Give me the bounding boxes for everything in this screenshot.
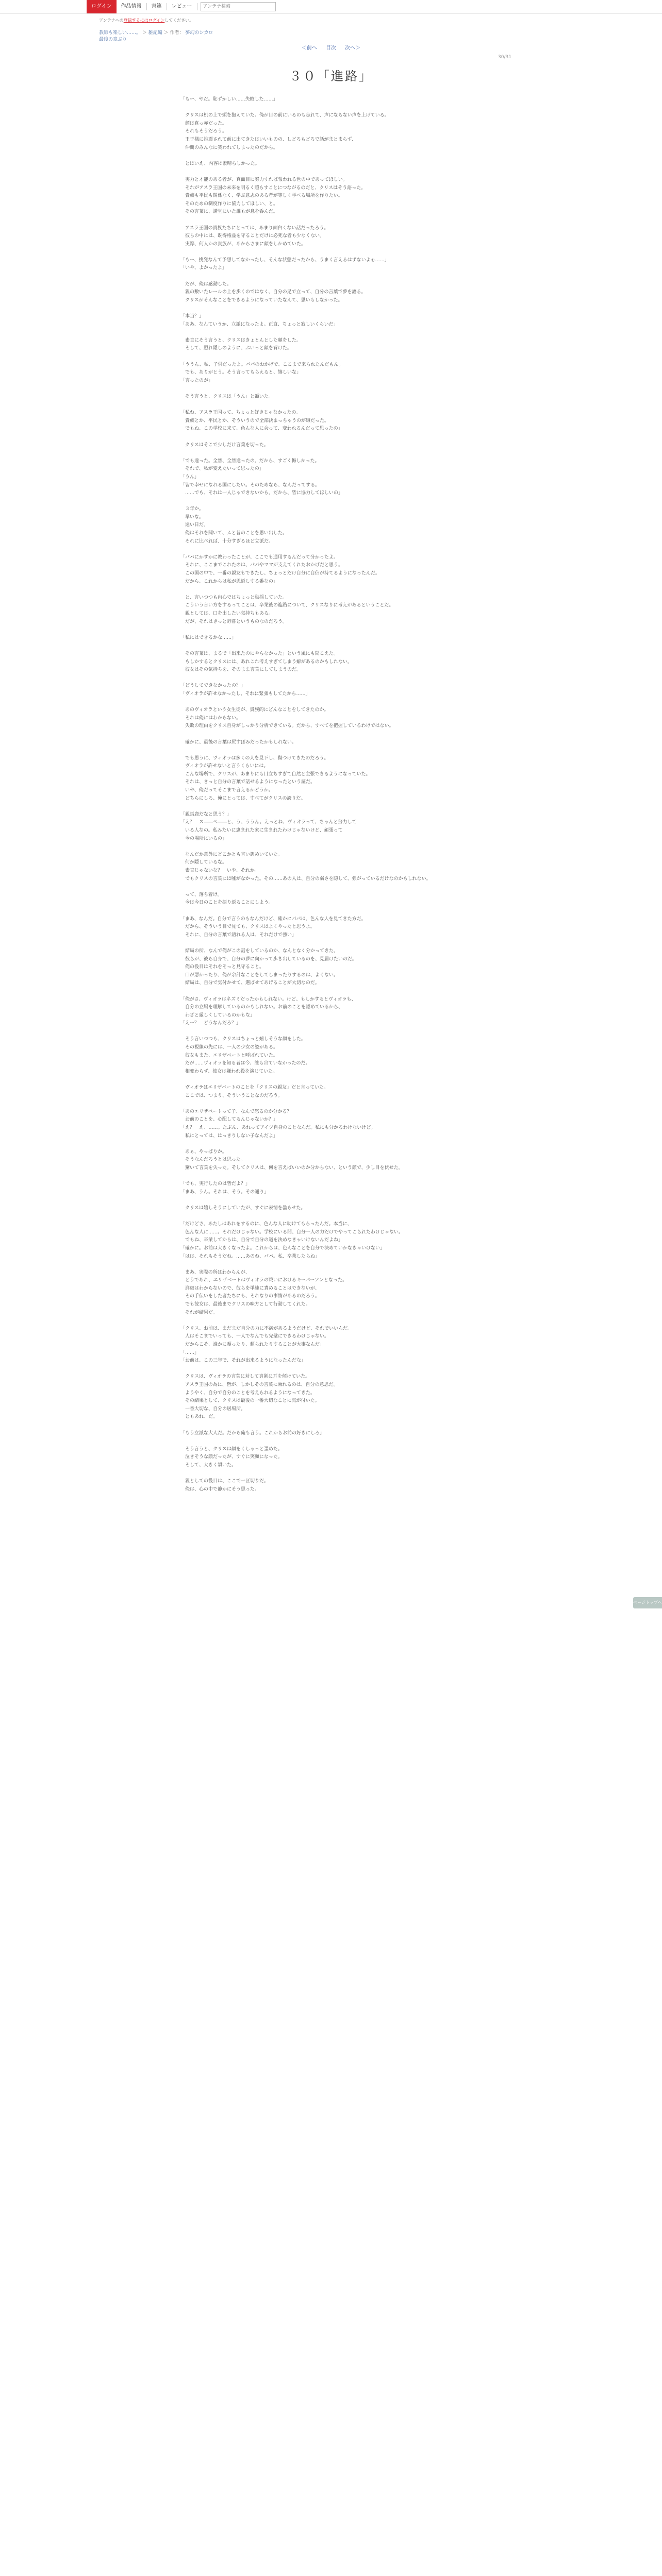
novel-paragraph: 顔は真っ赤だった。	[180, 121, 227, 126]
novel-paragraph: 俺は、心の中で静かにそう思った。	[180, 1486, 260, 1492]
novel-paragraph: 「だけどさ、あたしはあれをするのに、色んな人に助けてもらったんだ。本当に、	[180, 1222, 352, 1227]
novel-paragraph	[180, 401, 479, 410]
author-label: 作者：	[170, 30, 184, 36]
novel-paragraph: どちらにしろ、俺にとっては、すべてがクリスの誇りだ。	[180, 795, 306, 801]
novel-paragraph: 今の場所にいるの」	[180, 836, 227, 841]
novel-paragraph	[180, 304, 479, 313]
novel-paragraph: この国の中で、一番の親友もできたし、ちょっとだけ自分に自信が持てるようになったんだ。	[180, 571, 380, 577]
novel-paragraph: 人はそこまでいっても、一人でなんでも完璧にできるわけじゃない。	[180, 1334, 329, 1340]
notice-login-link[interactable]: 登録するにはログイン	[123, 18, 165, 23]
novel-paragraph: その視線の先には、一人の少女の姿がある。	[180, 1045, 278, 1050]
novel-paragraph: 遠い日だ。	[180, 522, 209, 528]
novel-paragraph: それに比べれば、十分すぎるほど立派だ。	[180, 538, 274, 544]
novel-paragraph: 「もう立派な大人だ。だから俺も言う。これからお前の好きにしろ」	[180, 1430, 325, 1436]
novel-paragraph: ここでは、つまり、そういうことなのだろう。	[180, 1093, 283, 1098]
breadcrumb	[99, 30, 213, 43]
novel-paragraph: アスラ王国の貴族たちにとっては、あまり面白くない話だったろう。	[180, 225, 329, 231]
login-button[interactable]: ログイン	[87, 0, 117, 13]
breadcrumb-separator: ＞	[163, 30, 170, 36]
novel-paragraph: その結果として、クリスは最後の一番大切なことに気が付いた。	[180, 1398, 320, 1404]
novel-paragraph	[180, 1100, 479, 1108]
episode-title: ３０「進路」	[289, 69, 373, 83]
novel-paragraph	[180, 104, 479, 112]
novel-paragraph	[180, 1470, 479, 1478]
novel-paragraph: 彼女もまた、エリザベートと呼ばれていた。	[180, 1053, 278, 1058]
novel-paragraph: 「でも、実行したのは皆だよ？」	[180, 1181, 251, 1187]
novel-paragraph	[180, 1421, 479, 1430]
novel-paragraph: 「いや、よかったよ」	[180, 265, 227, 271]
novel-paragraph: それは、きっと自分の言葉で話せるようになったという証だ。	[180, 779, 316, 785]
novel-paragraph: でもね、卒業してからは、自分で自分の道を決めなきゃいけないんだよね」	[180, 1238, 343, 1243]
novel-paragraph: 「うん」	[180, 474, 200, 480]
novel-paragraph: 親の敷いたレールの上を歩くのではなく、自分の足で立って、自分の言葉で夢を語る。	[180, 290, 366, 295]
nav-item-novel-info[interactable]: 作品情報	[121, 4, 142, 9]
novel-paragraph	[180, 642, 479, 650]
novel-paragraph: 「でも違った。全然、全然違ったの。だから、すごく悔しかった。	[180, 458, 320, 464]
novel-paragraph: 「どうしてできなかったの？」	[180, 683, 246, 689]
novel-paragraph: 貴族も平民も関係なく、学ぶ意志のある者が等しく学べる場所を作りたい。	[180, 193, 343, 199]
novel-paragraph: 親としての役目は、ここで一区切りだ。	[180, 1479, 269, 1484]
novel-paragraph: 「お前は、この三年で、それが出来るようになったんだな」	[180, 1358, 306, 1364]
novel-paragraph: クリスがそんなことをできるようになっていたなんて、思いもしなかった。	[180, 297, 343, 303]
novel-paragraph: そして、大きく頷いた。	[180, 1462, 236, 1468]
novel-paragraph: 「もー、挑発なんて予想してなかったし、そんな状態だったから、うまく言えるはずないよぉ……」	[180, 257, 389, 263]
novel-paragraph: なんだか意外にどこかとも言い訳めいていた。	[180, 852, 283, 857]
novel-paragraph	[180, 988, 479, 996]
novel-paragraph	[180, 1317, 479, 1325]
novel-paragraph: 口が悪かったり、俺が余計なことをしてしまったりするのは、よくない。	[180, 972, 339, 978]
novel-paragraph: 詳細はわからないので、彼らを単純に責めることはできないが、	[180, 1285, 320, 1291]
episode-pager	[0, 43, 662, 51]
novel-paragraph: 結局の所、なんで俺がこの話をしているのか、なんとなく分かってきた。	[180, 948, 339, 954]
novel-paragraph: 「確かに。お前は大きくなったよ。これからは、色んなことを自分で決めていかなきゃいけない」	[180, 1245, 385, 1251]
novel-paragraph	[180, 883, 479, 891]
novel-paragraph: 「ヴィオラが許せなかったし、それに緊張もしてたから……」	[180, 691, 310, 697]
novel-paragraph: それで、私が変えたいって思ったの」	[180, 466, 264, 472]
novel-paragraph: ようやく、自分で自分のことを考えられるようになってきた。	[180, 1390, 315, 1396]
novel-paragraph: クリスは机の上で頭を抱えていた。俺が目の前にいるのも忘れて、声にならない声を上げている。	[180, 113, 389, 118]
novel-paragraph	[180, 1213, 479, 1221]
novel-paragraph: それが結果だ。	[180, 1310, 218, 1315]
novel-paragraph: 「まあ、うん。それは、そう。その通り」	[180, 1189, 269, 1195]
novel-paragraph: ヴィオラはエリザベートのことを「クリスの親友」だと言っていた。	[180, 1085, 329, 1091]
notice-prefix: アンテナへの	[99, 18, 124, 23]
novel-paragraph: 今は今日のことを振り返ることにしよう。	[180, 900, 274, 906]
novel-paragraph: 貴族とか、平民とか、そういうので全部決まっちゃうのが嫌だった。	[180, 418, 329, 423]
novel-paragraph	[180, 1028, 479, 1036]
novel-paragraph: 素直じゃないな？ いや、それか。	[180, 868, 259, 873]
novel-paragraph: でもね、この学校に来て、色んな人に会って、変われるんだって思ったの」	[180, 426, 343, 432]
novel-paragraph: 「親馬鹿だなと思う？」	[180, 811, 232, 817]
novel-paragraph: でも思うに、ヴィオラは多くの人を見下し、傷つけてきたのだろう。	[180, 755, 329, 761]
novel-paragraph	[180, 449, 479, 457]
novel-paragraph: 彼女はその気持ちを、そのまま言葉にしてしまうのだ。	[180, 667, 302, 673]
novel-paragraph: 驚いて言葉を失った。そしてクリスは、何を言えばいいのか分からない、という顔で、少し目を伏せた。	[180, 1165, 403, 1171]
novel-paragraph: 仲間のみんなに笑われてしまったのだから。	[180, 145, 278, 150]
novel-paragraph	[180, 626, 479, 634]
novel-paragraph: 「あのエリザベートって子、なんで怒るのか分かる？	[180, 1109, 292, 1114]
nav-item-books[interactable]: 書籍	[151, 4, 162, 9]
novel-paragraph	[180, 248, 479, 257]
login-notice	[99, 18, 193, 23]
novel-paragraph: 「もー、やだ。恥ずかしい……失敗した……」	[180, 97, 278, 102]
novel-paragraph	[180, 1261, 479, 1269]
novel-paragraph: 俺はそれを聞いて、ふと昔のことを思い出した。	[180, 531, 287, 536]
novel-paragraph: 彼らが、彼ら自身で、自分の夢に向かって歩き出しているのを、見届けたいのだ。	[180, 956, 357, 962]
novel-paragraph	[180, 1437, 479, 1446]
novel-paragraph: 「私ね、アスラ王国って、ちょっと好きじゃなかったの。	[180, 410, 301, 416]
table-of-contents-link[interactable]: 目次	[326, 45, 336, 51]
novel-paragraph	[180, 803, 479, 811]
novel-paragraph	[180, 1140, 479, 1148]
novel-paragraph: 「ああ、なんていうか、立派になったよ。正直、ちょっと寂しいくらいだ」	[180, 321, 338, 327]
novel-paragraph: その言葉に、講堂にいた誰もが息を呑んだ。	[180, 209, 278, 215]
novel-paragraph: だが、俺は感動した。	[180, 281, 232, 287]
breadcrumb-separator: ＞	[142, 30, 148, 36]
antenna-search-input[interactable]	[201, 2, 276, 11]
novel-paragraph: 失敗の理由をクリス自身がしっかり分析できている。だから、すべてを把握しているわけではない。	[180, 723, 394, 729]
next-episode-link[interactable]: 次へ＞	[345, 45, 361, 51]
novel-paragraph	[180, 1173, 479, 1181]
author-link[interactable]: 夢幻のシカロ	[185, 30, 213, 36]
novel-paragraph: 「言ったのが」	[180, 378, 213, 383]
novel-paragraph: クリスはそこで少しだけ言葉を切った。	[180, 442, 269, 448]
novel-paragraph: だから、これからは私が恩返しする番なの」	[180, 579, 278, 584]
novel-paragraph: ヴィオラが許せないと言うくらいには。	[180, 764, 269, 769]
novel-paragraph: 「俺がさ、ヴィオラはネズミだったかもしれない。けど、もしかするとヴィオラも、	[180, 996, 356, 1002]
novel-paragraph	[180, 1076, 479, 1084]
breadcrumb-chapter-link[interactable]: 最後の章ぶり	[99, 37, 127, 42]
novel-paragraph	[180, 674, 479, 683]
novel-paragraph	[180, 747, 479, 755]
novel-paragraph: ３年か。	[180, 506, 204, 512]
novel-paragraph: もしかするとクリスには、あれこれ考えすぎてしまう癖があるのかもしれない。	[180, 659, 352, 665]
novel-paragraph: そのための制度作りに協力してほしい、と。	[180, 201, 278, 207]
novel-paragraph: 王子様に推薦されて前に出てきたはいいものの、しどろもどろで話がまとまらず、	[180, 137, 356, 142]
novel-paragraph	[180, 385, 479, 393]
novel-paragraph: 親としては、口を出したい気持ちもある。	[180, 611, 274, 616]
novel-paragraph: と、言いつつも内心ではちょっと動揺していた。	[180, 595, 288, 600]
novel-paragraph: 相変わらず、彼女は嫌われ役を演じていた。	[180, 1069, 278, 1074]
novel-paragraph: 早いな。	[180, 514, 204, 520]
novel-paragraph: 「本当？」	[180, 314, 204, 319]
novel-paragraph	[180, 907, 479, 916]
novel-paragraph: 素直にそう言うと、クリスはきょとんとした顔をした。	[180, 337, 301, 343]
novel-paragraph	[180, 699, 479, 707]
novel-paragraph: お前のことを、心配してるんじゃないか？」	[180, 1117, 278, 1123]
novel-paragraph: 俺の役目はそれをそっと見守ること。	[180, 964, 264, 970]
novel-paragraph: 「クリス、お前は、まだまだ自分の力に不満があるようだけど、それでいいんだ。	[180, 1326, 353, 1331]
novel-paragraph: 私にとっては、はっきりしない子なんだよ」	[180, 1133, 278, 1139]
novel-paragraph: 確かに、最後の言葉は尻すぼみだったかもしれない。	[180, 739, 297, 745]
novel-paragraph: 「皆で幸せになれる国にしたい。そのためなら、なんだってする。	[180, 482, 320, 488]
novel-paragraph: いる人なの。私みたいに恵まれた家に生まれたわけじゃないけど、頑張って	[180, 828, 343, 834]
novel-paragraph	[180, 433, 479, 442]
novel-paragraph: だからこそ、誰かに頼ったり、頼られたりすることが大事なんだ」	[180, 1342, 324, 1348]
novel-paragraph: って、落ち着け。	[180, 892, 222, 897]
novel-paragraph: それは俺にはわからない。	[180, 715, 241, 721]
novel-paragraph	[180, 939, 479, 947]
novel-paragraph: その言葉は、まるで「出来たのにやらなかった」という風にも聞こえた。	[180, 651, 338, 656]
novel-paragraph: そうなんだろうとは思った。	[180, 1157, 246, 1163]
notice-suffix: してください。	[164, 18, 194, 23]
novel-paragraph: だが……ヴィオラを知る者は今、誰も出ていなかったのだ。	[180, 1061, 310, 1066]
novel-paragraph	[180, 329, 479, 337]
novel-paragraph	[180, 273, 479, 281]
novel-paragraph: でも、ありがとう。そう言ってもらえると、嬉しいな」	[180, 370, 302, 376]
novel-paragraph: とはいえ、内容は素晴らしかった。	[180, 161, 260, 166]
novel-paragraph: アスラ王国の為に、皆が、しかしその言葉に乗れるのは、自分の意思だ。	[180, 1382, 338, 1387]
novel-paragraph: その手伝いをした者たちにも、それなりの事情があるのだろう。	[180, 1294, 320, 1299]
novel-paragraph	[180, 546, 479, 554]
top-navigation-bar	[0, 0, 662, 14]
novel-paragraph	[180, 152, 479, 160]
novel-paragraph	[180, 1196, 479, 1205]
breadcrumb-part-link[interactable]: 雑記編	[148, 30, 162, 36]
nav-item-reviews[interactable]: レビュー	[171, 4, 192, 9]
prev-episode-link[interactable]: ＜前へ	[301, 45, 317, 51]
novel-paragraph: だが、それはきっと野暮というものなのだろう。	[180, 619, 288, 624]
novel-paragraph: いや、俺だってそこまで言えるかどうか。	[180, 788, 273, 793]
novel-paragraph: こういう言い方をするってことは、卒業後の進路について、クリスなりに考えがあるということだ。	[180, 603, 394, 608]
novel-paragraph: 一番大切な、自分の居場所。	[180, 1406, 246, 1412]
novel-paragraph	[180, 843, 479, 851]
novel-paragraph: 「ううん、私、子供だったよ。パパのおかげで、ここまで来られたんだもん。	[180, 362, 343, 367]
novel-paragraph: そう言うと、クリスは「うん」と頷いた。	[180, 394, 273, 399]
novel-paragraph: 「私にはできるかな……」	[180, 635, 237, 640]
novel-paragraph: 「え？ え、……。たぶん、あれってアイツ自身のことなんだ。私にも分かるわけないけど。	[180, 1125, 376, 1130]
novel-paragraph: まあ、実際の所はわからんが、	[180, 1269, 250, 1275]
page-top-button[interactable]: ページトップへ	[633, 1597, 662, 1608]
novel-body	[180, 96, 479, 1494]
novel-paragraph: 「えー？ どうなんだろ？」	[180, 1021, 241, 1026]
novel-paragraph	[180, 353, 479, 361]
novel-paragraph: 結局は、自分で気付かせて、選ばせてあげることが大切なのだ。	[180, 980, 320, 986]
novel-paragraph: クリスは、ヴィオラの言葉に対して真剣に耳を傾けていた。	[180, 1374, 310, 1380]
novel-paragraph: 自分の立場を理解しているのかもしれない。お前のことを認めているから、	[180, 1005, 343, 1010]
novel-paragraph: でも彼女は、最後までクリスの味方として行動してくれた。	[180, 1302, 310, 1308]
novel-paragraph: わざと厳しくしているのかもな」	[180, 1012, 255, 1018]
novel-paragraph: そして、照れ隠しのように、ぷいっと顔を背けた。	[180, 346, 292, 351]
novel-paragraph	[180, 498, 479, 506]
novel-paragraph: 「はは、それもそうだね。……あのね、パパ。私、卒業したらね」	[180, 1253, 320, 1259]
novel-paragraph	[180, 731, 479, 739]
novel-paragraph: クリスは嬉しそうにしていたが、すぐに表情を曇らせた。	[180, 1205, 306, 1211]
novel-paragraph: 「パパにかすかに教わったことが、ここでも通用するんだって分かったよ。	[180, 554, 338, 560]
novel-paragraph: 何か隠しているな。	[180, 860, 227, 866]
novel-paragraph	[180, 216, 479, 225]
novel-paragraph: あぁ、やっぱりか。	[180, 1149, 227, 1155]
episode-number: 30/31	[498, 55, 511, 60]
breadcrumb-series-link[interactable]: 教師も楽しい……。	[99, 30, 141, 36]
novel-paragraph: それに、自分の言葉で語れる人は、それだけで強い」	[180, 932, 297, 938]
novel-paragraph: 色んな人に……。それだけじゃない。学校にいる間、自分一人の力だけでやってこられたわけじゃない。	[180, 1229, 404, 1235]
novel-paragraph: こんな場所で、クリスが、あまりにも目立ちすぎて自然と主張できるようになっていた。	[180, 771, 371, 777]
novel-paragraph: だから、そういう目で見ても、クリスはよくやったと思うよ。	[180, 924, 315, 930]
novel-paragraph: それに、ここまでこれたのは、パパやママが支えてくれたおかげだと思う。	[180, 563, 343, 568]
novel-paragraph	[180, 1365, 479, 1374]
novel-paragraph: 「まあ、なんだ。自分で言うのもなんだけど、確かにパパは、色んな人を見てきた方だ。	[180, 916, 366, 922]
novel-paragraph: でもクリスの言葉には嘘がなかった。その……あの人は、自分の弱さを隠して、強がっているだけなのかもしれない。	[180, 876, 431, 882]
novel-paragraph: 泣きそうな顔だったが、すぐに笑顔になった。	[180, 1454, 283, 1460]
novel-paragraph: 彼らの中には、既得権益を守ることだけに必死な者も少なくない。	[180, 233, 325, 239]
novel-paragraph: 「……」	[180, 1350, 200, 1355]
novel-paragraph: 実力と才能のある者が、真面目に努力すれば報われる世の中であってほしい。	[180, 177, 347, 182]
novel-paragraph: それがアスラ王国の未来を明るく照らすことにつながるのだと、クリスはそう語った。	[180, 185, 366, 191]
novel-paragraph: ……でも、それは一人じゃできないから。だから、皆に協力してほしいの」	[180, 490, 343, 496]
novel-paragraph: 実際、何人かの貴族が、あからさまに顔をしかめていた。	[180, 241, 306, 247]
novel-paragraph: そう言いつつも、クリスはちょっと嬉しそうな顔をした。	[180, 1037, 306, 1042]
novel-paragraph: 「え？ ス――ペ――と、う、ううん。えっとね、ヴィオラって、ちゃんと努力して	[180, 820, 357, 825]
novel-paragraph	[180, 586, 479, 594]
novel-paragraph	[180, 168, 479, 176]
novel-paragraph: あのヴィオラという女生徒が、貴族的にどんなことをしてきたのか。	[180, 707, 329, 713]
novel-paragraph: ともあれ、だ。	[180, 1414, 218, 1420]
novel-paragraph: どうであれ、エリザベートはヴィオラの戦いにおけるキーパーソンとなった。	[180, 1278, 347, 1283]
novel-paragraph: そう言うと、クリスは顔をくしゃっと歪めた。	[180, 1446, 283, 1452]
novel-paragraph: それもそうだろう。	[180, 129, 227, 134]
